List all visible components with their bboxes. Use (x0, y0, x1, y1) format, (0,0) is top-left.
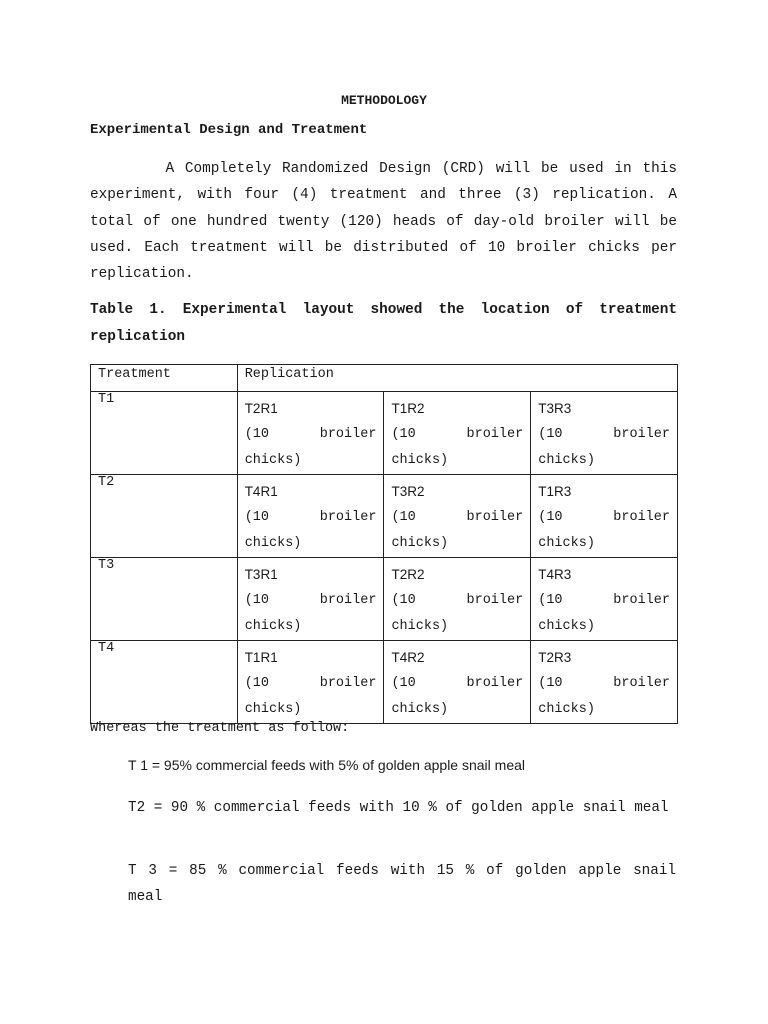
treatment-3-description: T 3 = 85 % commercial feeds with 15 % of golden apple snail meal (128, 863, 676, 905)
replication-cell (531, 641, 678, 724)
replication-code: T4R3 (538, 567, 572, 582)
replication-code: T2R3 (538, 650, 572, 665)
treatment-label: T2 (98, 475, 115, 490)
replication-count: (10 (391, 427, 416, 442)
replication-count: (10 (538, 510, 563, 525)
replication-unit: chicks) (391, 619, 449, 634)
replication-animal: broiler (466, 510, 524, 525)
treatment-label: T3 (98, 558, 115, 573)
replication-code: T3R3 (538, 401, 572, 416)
replication-animal: broiler (319, 427, 377, 442)
replication-count: (10 (538, 593, 563, 608)
table-header-row (91, 365, 678, 392)
page-title: METHODOLOGY (341, 93, 427, 108)
replication-code: T2R1 (244, 401, 278, 416)
replication-code: T2R2 (391, 567, 425, 582)
replication-count: (10 (391, 593, 416, 608)
replication-count: (10 (244, 510, 269, 525)
replication-cell (531, 392, 678, 475)
replication-code: T1R3 (538, 484, 572, 499)
section-heading: Experimental Design and Treatment (90, 122, 368, 138)
experimental-layout-table (90, 364, 678, 724)
treatment-2-description: T2 = 90 % commercial feeds with 10 % of golden apple snail meal (128, 800, 669, 816)
replication-unit: chicks) (538, 619, 595, 634)
replication-unit: chicks) (244, 702, 302, 717)
table-row (91, 641, 678, 724)
treatment-1-description: T 1 = 95% commercial feeds with 5% of golden apple snail meal (128, 757, 526, 773)
header-treatment: Treatment (91, 365, 238, 392)
replication-unit: chicks) (244, 619, 302, 634)
replication-count: (10 (391, 676, 416, 691)
replication-code: T1R2 (391, 401, 425, 416)
replication-cell (531, 475, 678, 558)
replication-code: T3R1 (244, 567, 278, 582)
replication-cell (384, 392, 531, 475)
replication-cell (531, 558, 678, 641)
replication-cell (384, 641, 531, 724)
header-replication: Replication (237, 365, 677, 392)
replication-unit: chicks) (391, 453, 449, 468)
replication-count: (10 (391, 510, 416, 525)
replication-cell (237, 392, 384, 475)
replication-count: (10 (538, 427, 563, 442)
replication-animal: broiler (319, 510, 377, 525)
replication-count: (10 (244, 593, 269, 608)
replication-unit: chicks) (538, 453, 595, 468)
treatment-cell (91, 392, 238, 475)
replication-unit: chicks) (391, 702, 449, 717)
treatment-cell (91, 475, 238, 558)
treatment-cell (91, 558, 238, 641)
replication-unit: chicks) (244, 453, 302, 468)
replication-animal: broiler (613, 676, 670, 691)
table-caption: Table 1. Experimental layout showed the location of treatment replication (90, 302, 677, 345)
replication-count: (10 (244, 676, 269, 691)
replication-cell (384, 558, 531, 641)
replication-unit: chicks) (391, 536, 449, 551)
replication-animal: broiler (466, 427, 524, 442)
replication-count: (10 (244, 427, 269, 442)
replication-cell (237, 641, 384, 724)
treatment-cell (91, 641, 238, 724)
replication-animal: broiler (319, 676, 377, 691)
replication-unit: chicks) (244, 536, 302, 551)
replication-code: T4R1 (244, 484, 278, 499)
replication-code: T1R1 (244, 650, 278, 665)
replication-count: (10 (538, 676, 563, 691)
treatment-label: T1 (98, 392, 115, 407)
replication-animal: broiler (613, 427, 670, 442)
treatments-intro: Whereas the treatment as follow: (90, 721, 350, 736)
replication-animal: broiler (466, 593, 524, 608)
table-row (91, 558, 678, 641)
replication-code: T4R2 (391, 650, 425, 665)
replication-unit: chicks) (538, 702, 595, 717)
replication-cell (237, 475, 384, 558)
table-row (91, 475, 678, 558)
replication-animal: broiler (466, 676, 524, 691)
replication-code: T3R2 (391, 484, 425, 499)
replication-unit: chicks) (538, 536, 595, 551)
replication-animal: broiler (613, 510, 670, 525)
replication-animal: broiler (319, 593, 377, 608)
replication-cell (384, 475, 531, 558)
table-row (91, 392, 678, 475)
body-paragraph: A Completely Randomized Design (CRD) will be used in this experiment, with four (4) treatment and three (3) replication. A total of one hundred twenty (120) heads of day-old broiler will be used. Each treatment will be distributed of 10 broiler chicks per replication. (90, 161, 677, 283)
replication-cell (237, 558, 384, 641)
replication-animal: broiler (613, 593, 670, 608)
treatment-label: T4 (98, 641, 115, 656)
